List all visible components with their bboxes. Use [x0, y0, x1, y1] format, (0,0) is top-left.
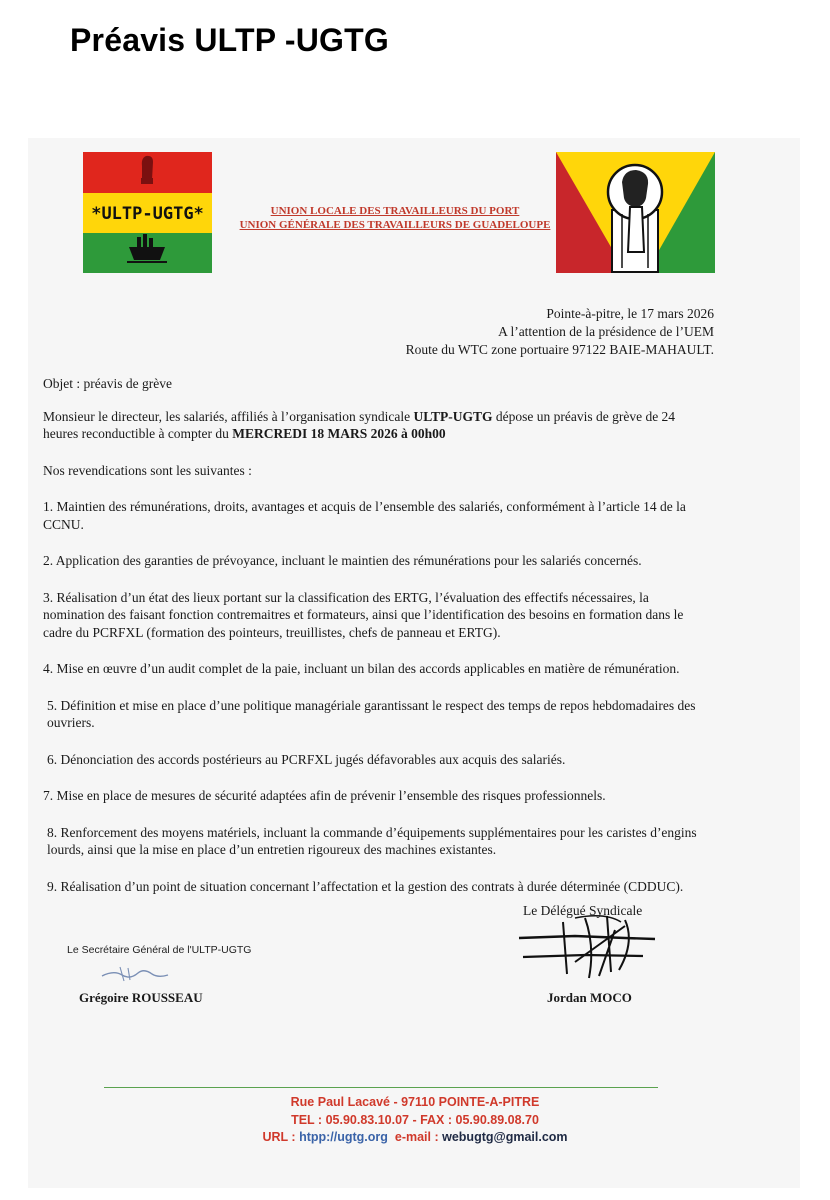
- footer-address: Rue Paul Lacavé - 97110 POINTE-A-PITRE: [290, 1095, 540, 1109]
- delegate-signature: [515, 912, 660, 984]
- letter-footer: [0, 1094, 830, 1147]
- recipient-block: [406, 305, 714, 359]
- delegate-title: Le Délégué Syndicale: [523, 903, 643, 918]
- claim-item-9: 9. Réalisation d’un point de situation concernant l’affectation et la gestion des contrats à durée déterminée (CDDUC).: [47, 878, 684, 894]
- claim-item-4: 4. Mise en œuvre d’un audit complet de la paie, incluant un bilan des accords applicables en matière de rémunération.: [43, 661, 680, 676]
- intro-text-1: Monsieur le directeur, les salariés, affiliés à l’organisation syndicale: [43, 408, 414, 424]
- secretary-name: Grégoire ROUSSEAU: [79, 990, 203, 1005]
- claim-item-7: 7. Mise en place de mesures de sécurité adaptées afin de prévenir l’ensemble des risques professionnels.: [43, 788, 606, 803]
- secretary-signature: [100, 962, 170, 984]
- claim-item-8: 8. Renforcement des moyens matériels, incluant la commande d’équipements supplémentaires pour les caristes d’engins lourds, ainsi que la mise en place d’un entretien rigoureux des machines existantes.: [47, 824, 697, 857]
- claim-item-1: 1. Maintien des rémunérations, droits, avantages et acquis de l’ensemble des salariés, conformément à l’article 14 de la CCNU.: [43, 499, 686, 532]
- letterhead-line-2: UNION GÉNÉRALE DES TRAVAILLEURS DE GUADELOUPE: [239, 219, 551, 231]
- footer-web: [0, 1129, 830, 1147]
- intro-text-2: dépose un préavis de grève de 24 heures reconductible à compter du: [43, 408, 676, 441]
- footer-email-label-text: e-mail :: [394, 1130, 443, 1144]
- intro-org: ULTP-UGTG: [413, 408, 493, 424]
- claims-intro: Nos revendications sont les suivantes :: [43, 462, 252, 478]
- intro-start-date: MERCREDI 18 MARS 2026 à 00h00: [232, 426, 446, 441]
- footer-divider: [104, 1087, 658, 1088]
- delegate-name: Jordan MOCO: [547, 990, 632, 1005]
- ugtg-emblem-logo: [556, 152, 715, 273]
- intro-paragraph: [43, 408, 713, 443]
- flag-logo-text: *ULTP-UGTG*: [91, 204, 204, 224]
- footer-url-label: URL :: [262, 1130, 300, 1144]
- claim-item-3: 3. Réalisation d’un état des lieux portant sur la classification des ERTG, l’évaluation des effectifs nécessaires, la nomination des faisant fonction contremaitres et formateurs, ainsi que l’identification des besoins en formation dans le cadre du PCRFXL (formation des pointeurs, treuillistes, chefs de panneau et ERTG).: [43, 589, 684, 640]
- footer-email-label: [388, 1130, 442, 1144]
- claim-item-6: 6. Dénonciation des accords postérieurs au PCRFXL jugés défavorables aux acquis des salariés.: [47, 751, 566, 767]
- raised-fist-icon: [141, 156, 153, 184]
- recipient-attention: A l’attention de la présidence de l’UEM: [498, 324, 714, 339]
- letter-body: [43, 375, 713, 914]
- letterhead: [230, 204, 560, 232]
- letterhead-line-1: UNION LOCALE DES TRAVAILLEURS DU PORT: [270, 205, 520, 217]
- footer-email-link[interactable]: webugtg@gmail.com: [442, 1130, 568, 1144]
- claim-item-2: 2. Application des garanties de prévoyance, incluant le maintien des rémunérations pour les salariés concernés.: [43, 553, 642, 568]
- raised-fist-emblem-icon: [608, 165, 662, 272]
- footer-url-link[interactable]: htpp://ugtg.org: [299, 1130, 388, 1144]
- ultp-ugtg-flag-logo: [83, 152, 212, 273]
- letter-object: Objet : préavis de grève: [43, 376, 172, 391]
- page-headline: Préavis ULTP -UGTG: [70, 22, 389, 58]
- recipient-address: Route du WTC zone portuaire 97122 BAIE-MAHAULT.: [405, 342, 714, 357]
- secretary-title: Le Secrétaire Général de l'ULTP-UGTG: [67, 944, 252, 956]
- footer-phone-fax: TEL : 05.90.83.10.07 - FAX : 05.90.89.08.70: [291, 1112, 539, 1127]
- place-date: Pointe-à-pitre, le 17 mars 2026: [546, 306, 714, 321]
- claim-item-5: 5. Définition et mise en place d’une politique managériale garantissant le respect des temps de repos hebdomadaires des ouvriers.: [47, 697, 696, 730]
